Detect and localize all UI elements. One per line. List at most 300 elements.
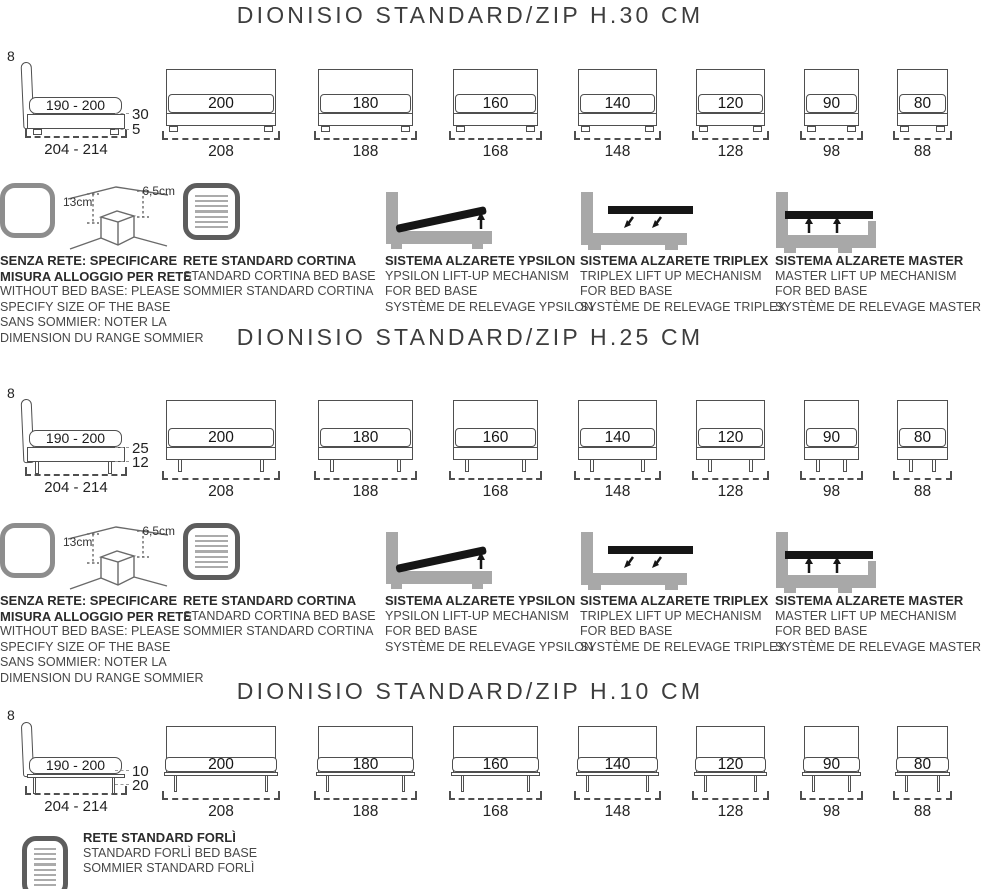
bed-foot	[936, 126, 945, 132]
legend-line: DIMENSION DU RANGE SOMMIER	[0, 670, 204, 685]
headboard-shape	[166, 726, 276, 776]
headboard-shape	[166, 400, 276, 460]
legend-item	[0, 523, 204, 686]
legend-line: TRIPLEX LIFT UP MECHANISM	[580, 608, 762, 623]
bed-front-diagram	[453, 726, 538, 821]
bed-front-diagram	[318, 400, 413, 501]
legend-line: STANDARD FORLÌ BED BASE	[83, 845, 258, 860]
mattress-width-label: 80	[899, 428, 946, 447]
dimension-tick	[115, 767, 129, 771]
legend-line: SYSTÈME DE RELEVAGE YPSILON	[385, 639, 593, 654]
bed-base-shape	[166, 447, 276, 460]
slat	[195, 545, 228, 547]
mattress-width-label: 80	[899, 94, 946, 113]
slat	[34, 879, 56, 881]
bed-foot	[753, 126, 762, 132]
legend-icon	[183, 183, 376, 253]
headboard-shape	[804, 69, 859, 126]
total-width-label: 168	[482, 143, 509, 160]
bed-leg	[260, 460, 264, 472]
legend-line: SANS SOMMIER: NOTER LA	[0, 655, 167, 669]
bed-leg	[397, 460, 401, 472]
dimension-line	[692, 473, 769, 480]
slat	[195, 561, 228, 563]
bed-foot	[900, 126, 909, 132]
total-width-label: 208	[208, 803, 234, 820]
side-view-diagram	[2, 385, 164, 503]
headboard-shape	[696, 69, 765, 126]
bed-base-shape	[804, 113, 859, 126]
legend-line: SPECIFY SIZE OF THE BASE	[0, 299, 171, 314]
bed-front-diagram	[578, 69, 657, 161]
diagram-row-h30	[0, 48, 1000, 166]
legend-title: RETE STANDARD FORLÌ	[83, 830, 236, 845]
slat	[195, 550, 228, 552]
dimension-line	[893, 793, 952, 800]
diagram-row-h25	[0, 385, 1000, 503]
bed-front-diagram	[804, 400, 859, 501]
bed-base-shape	[578, 113, 657, 126]
bed-leg	[265, 776, 268, 792]
legend-title: RETE STANDARD CORTINA	[183, 593, 357, 608]
legend-line: STANDARD CORTINA BED BASE	[183, 608, 376, 623]
mattress-width-label: 160	[455, 428, 536, 447]
headboard-thickness-label: 8	[7, 707, 15, 723]
height-label-a: 30	[132, 106, 149, 123]
legend-line: SYSTÈME DE RELEVAGE YPSILON	[385, 299, 593, 314]
legend-line: DIMENSION DU RANGE SOMMIER	[0, 330, 204, 345]
down-arrow-icon	[652, 217, 661, 228]
legend-line: YPSILON LIFT-UP MECHANISM	[385, 608, 569, 623]
bed-front-diagram	[696, 726, 765, 821]
bed-base-shape	[453, 447, 538, 460]
legend-line: FOR BED BASE	[775, 624, 868, 638]
bed-under	[897, 126, 948, 132]
legend-line: SYSTÈME DE RELEVAGE MASTER	[775, 299, 982, 314]
master-lift-icon	[775, 531, 890, 593]
slat	[195, 566, 228, 568]
dimension-tick	[115, 126, 129, 130]
dimension-line	[162, 473, 280, 480]
slat	[34, 853, 56, 855]
total-width-label: 88	[913, 803, 932, 820]
bed-base-shape	[318, 447, 413, 460]
up-arrow-icon	[833, 217, 841, 233]
bed-leg	[812, 776, 815, 792]
bed-front-diagram	[696, 400, 765, 501]
legend-line: YPSILON LIFT-UP MECHANISM	[385, 268, 569, 283]
mattress-width-label: 80	[896, 757, 949, 772]
down-arrow-icon	[624, 557, 633, 568]
legend-text	[385, 593, 593, 655]
bed-base-shape	[453, 113, 538, 126]
dimension-line	[800, 133, 863, 140]
bed-under	[453, 460, 538, 472]
mattress-width-label: 200	[165, 757, 277, 772]
up-arrow-icon	[805, 557, 813, 573]
total-width-label: 88	[913, 143, 932, 160]
bed-front-diagram	[804, 69, 859, 161]
mattress-width-label: 120	[698, 94, 763, 113]
bed-foot	[645, 126, 654, 132]
slats-bed-base-icon	[22, 836, 68, 889]
bed-leg	[937, 776, 940, 792]
bed-front-diagram	[578, 726, 657, 821]
legend-line: SOMMIER STANDARD FORLÌ	[83, 861, 255, 875]
legend-icon	[775, 183, 981, 253]
slat	[195, 205, 228, 207]
dimension-line	[25, 131, 127, 138]
dimension-tick	[115, 110, 129, 114]
bed-under	[696, 126, 765, 132]
dimension-line	[314, 793, 417, 800]
legend-item	[580, 523, 786, 655]
section-title-h30: DIONISIO STANDARD/ZIP H.30 CM	[236, 2, 704, 28]
down-arrow-icon	[652, 557, 661, 568]
dimension-line	[893, 133, 952, 140]
slat	[34, 884, 56, 886]
legend-item	[385, 523, 593, 655]
no-bed-base-icon	[0, 183, 55, 238]
legend-line: STANDARD CORTINA BED BASE	[183, 268, 376, 283]
dimension-line	[574, 133, 661, 140]
legend-item	[385, 183, 593, 315]
legend-text	[0, 593, 204, 686]
legend-line: FOR BED BASE	[775, 284, 868, 298]
headboard-shape	[696, 400, 765, 460]
mattress-width-label: 90	[806, 428, 857, 447]
dimension-line	[574, 473, 661, 480]
mattress-width-label: 160	[455, 94, 536, 113]
legend-line: SYSTÈME DE RELEVAGE MASTER	[775, 639, 982, 654]
triplex-lift-icon	[580, 191, 695, 251]
bed-leg	[641, 460, 645, 472]
mattress-width-label: 90	[803, 757, 860, 772]
bed-under	[578, 776, 657, 792]
legend-text	[775, 593, 981, 655]
bed-front-diagram	[166, 69, 276, 161]
legend-title: SISTEMA ALZARETE TRIPLEX	[580, 253, 769, 268]
bed-leg	[178, 460, 182, 472]
corner-dimension-diagram	[63, 183, 175, 253]
bed-leg	[527, 776, 530, 792]
headboard-shape	[804, 726, 859, 776]
bed-under	[804, 460, 859, 472]
slat	[34, 874, 56, 876]
height-label-b: 5	[132, 121, 141, 138]
legend-title: SENZA RETE: SPECIFICARE	[0, 253, 178, 268]
total-width-label: 168	[482, 483, 509, 500]
headboard-shape	[578, 69, 657, 126]
corner-dimension-diagram	[63, 523, 175, 593]
headboard-shape	[318, 400, 413, 460]
total-width-label: 148	[604, 803, 631, 820]
height-label-a: 25	[132, 440, 149, 457]
bed-under	[696, 460, 765, 472]
dimension-line	[449, 133, 542, 140]
slat	[195, 216, 228, 218]
slat	[34, 863, 56, 865]
bed-under	[166, 126, 276, 132]
legend-icon	[0, 523, 204, 593]
bed-foot	[526, 126, 535, 132]
bed-under	[318, 460, 413, 472]
headboard-shape	[897, 400, 948, 460]
height-label-b: 20	[132, 777, 149, 794]
legend-text	[183, 593, 376, 640]
bed-under	[318, 776, 413, 792]
total-width-label: 148	[604, 483, 631, 500]
bed-front-diagram	[166, 400, 276, 501]
bed-leg	[326, 776, 329, 792]
legend-icon	[385, 523, 593, 593]
total-width-label: 208	[208, 143, 234, 160]
total-width-label: 168	[482, 803, 509, 820]
headboard-shape	[453, 726, 538, 776]
headboard-shape	[166, 69, 276, 126]
mattress-width-label: 160	[452, 757, 539, 772]
bed-under	[696, 776, 765, 792]
slat	[34, 858, 56, 860]
bed-leg	[816, 460, 820, 472]
legend-title: SISTEMA ALZARETE YPSILON	[385, 593, 576, 608]
headboard-shape	[696, 726, 765, 776]
bed-leg	[932, 460, 936, 472]
dimension-line	[314, 473, 417, 480]
dimension-line	[449, 473, 542, 480]
dimension-tick	[115, 458, 129, 462]
bed-front-diagram	[804, 726, 859, 821]
legend-text	[580, 593, 786, 655]
bed-front-diagram	[318, 726, 413, 821]
bed-under	[578, 126, 657, 132]
bed-front-diagram	[453, 69, 538, 161]
ypsilon-lift-icon	[385, 191, 500, 251]
mattress-width-label: 140	[580, 428, 655, 447]
legend-line: FOR BED BASE	[580, 284, 673, 298]
legend-title: SISTEMA ALZARETE TRIPLEX	[580, 593, 769, 608]
bed-under	[578, 460, 657, 472]
bed-base-shape	[804, 447, 859, 460]
legend-line: FOR BED BASE	[385, 284, 478, 298]
dimension-line	[800, 793, 863, 800]
bed-leg	[330, 460, 334, 472]
slats-bed-base-icon	[183, 183, 240, 240]
section-title-h25: DIONISIO STANDARD/ZIP H.25 CM	[236, 324, 704, 350]
bed-front-diagram	[897, 400, 948, 501]
dimension-line	[692, 793, 769, 800]
bed-front-diagram	[578, 400, 657, 501]
bed-foot	[169, 126, 178, 132]
bed-under	[453, 776, 538, 792]
corner-width-label: 6,5cm	[142, 524, 175, 538]
bed-front-diagram	[318, 69, 413, 161]
headboard-shape	[804, 400, 859, 460]
headboard-shape	[578, 400, 657, 460]
legend-item	[183, 183, 376, 300]
mattress-width-label: 200	[168, 94, 274, 113]
bed-base-shape	[897, 113, 948, 126]
legend-text	[385, 253, 593, 315]
bed-under	[897, 776, 948, 792]
legend-title: RETE STANDARD CORTINA	[183, 253, 357, 268]
mattress-length-label: 190 - 200	[29, 97, 122, 114]
section-title-h10: DIONISIO STANDARD/ZIP H.10 CM	[236, 678, 704, 704]
bed-leg	[708, 460, 712, 472]
bed-leg	[749, 460, 753, 472]
bed-base-shape	[27, 774, 125, 778]
side-view-diagram	[2, 703, 164, 821]
bed-under	[804, 776, 859, 792]
legend-text	[183, 253, 376, 300]
total-width-label: 98	[822, 803, 841, 820]
bed-base-shape	[696, 113, 765, 126]
bed-base-shape	[27, 114, 125, 129]
headboard-shape	[318, 69, 413, 126]
legend-item	[775, 523, 981, 655]
total-width-label: 148	[604, 143, 631, 160]
down-arrow-icon	[624, 217, 633, 228]
dimension-line	[314, 133, 417, 140]
total-width-label: 188	[352, 803, 379, 820]
legend-title: MISURA ALLOGGIO PER RETE	[0, 608, 192, 624]
headboard-shape	[318, 726, 413, 776]
dimension-tick	[115, 781, 129, 785]
total-length-label: 204 - 214	[44, 479, 108, 496]
legend-line: SYSTÈME DE RELEVAGE TRIPLEX	[580, 299, 786, 314]
bed-leg	[843, 460, 847, 472]
bed-leg	[461, 776, 464, 792]
bed-leg	[590, 460, 594, 472]
legend-row-h25	[0, 523, 1000, 685]
bed-foot	[264, 126, 273, 132]
total-width-label: 128	[717, 143, 744, 160]
legend-line: WITHOUT BED BASE: PLEASE	[0, 284, 180, 298]
bed-under	[166, 776, 276, 792]
legend-item	[0, 183, 204, 346]
mattress-width-label: 200	[168, 428, 274, 447]
legend-line: MASTER LIFT UP MECHANISM	[775, 608, 957, 623]
slat	[34, 869, 56, 871]
legend-icon	[775, 523, 981, 593]
mattress-length-label: 190 - 200	[29, 757, 122, 774]
corner-height-label: 13cm	[63, 195, 93, 209]
mattress-width-label: 120	[698, 428, 763, 447]
up-arrow-icon	[833, 557, 841, 573]
diagram-row-h10	[0, 703, 1000, 821]
bed-front-diagram	[897, 726, 948, 821]
bed-leg	[174, 776, 177, 792]
legend-text	[580, 253, 786, 315]
bed-front-diagram	[897, 69, 948, 161]
bed-base-shape	[27, 447, 125, 462]
total-width-label: 98	[822, 483, 841, 500]
legend-item	[183, 523, 376, 640]
bed-leg	[704, 776, 707, 792]
bed-leg	[402, 776, 405, 792]
slat	[195, 200, 228, 202]
legend-line: SYSTÈME DE RELEVAGE TRIPLEX	[580, 639, 786, 654]
legend-line: SPECIFY SIZE OF THE BASE	[0, 639, 171, 654]
bed-leg	[905, 776, 908, 792]
headboard-shape	[453, 69, 538, 126]
bed-foot	[807, 126, 816, 132]
dimension-line	[692, 133, 769, 140]
headboard-thickness-label: 8	[7, 48, 15, 64]
total-width-label: 188	[352, 483, 379, 500]
triplex-lift-icon	[580, 531, 695, 591]
bed-front-diagram	[453, 400, 538, 501]
total-width-label: 208	[208, 483, 234, 500]
legend-title: MISURA ALLOGGIO PER RETE	[0, 268, 192, 284]
total-width-label: 188	[352, 143, 379, 160]
height-label-b: 12	[132, 454, 149, 471]
legend-line: MASTER LIFT UP MECHANISM	[775, 268, 957, 283]
legend-line: WITHOUT BED BASE: PLEASE	[0, 624, 180, 638]
legend-line: FOR BED BASE	[385, 624, 478, 638]
legend-icon	[580, 523, 786, 593]
up-arrow-icon	[805, 217, 813, 233]
dimension-line	[893, 473, 952, 480]
dimension-tick	[115, 444, 129, 448]
legend-title: SISTEMA ALZARETE YPSILON	[385, 253, 576, 268]
dimension-line	[162, 793, 280, 800]
mattress-width-label: 140	[580, 94, 655, 113]
legend-title: SENZA RETE: SPECIFICARE	[0, 593, 178, 608]
slat	[34, 848, 56, 850]
bed-leg	[646, 776, 649, 792]
slat	[195, 210, 228, 212]
ypsilon-lift-icon	[385, 531, 500, 591]
headboard-thickness-label: 8	[7, 385, 15, 401]
slat	[195, 556, 228, 558]
bed-base-shape	[166, 113, 276, 126]
legend-icon	[580, 183, 786, 253]
bed-foot	[321, 126, 330, 132]
slat	[195, 540, 228, 542]
dimension-line	[25, 469, 127, 476]
bed-foot	[401, 126, 410, 132]
headboard-shape	[897, 69, 948, 126]
legend-line: SOMMIER STANDARD CORTINA	[183, 284, 374, 298]
bed-leg	[848, 776, 851, 792]
legend-line: FOR BED BASE	[580, 624, 673, 638]
mattress-width-label: 120	[695, 757, 766, 772]
mattress-width-label: 180	[320, 428, 411, 447]
bed-under	[318, 126, 413, 132]
bed-leg	[465, 460, 469, 472]
mattress-width-label: 180	[320, 94, 411, 113]
slats-bed-base-icon	[183, 523, 240, 580]
dimension-line	[574, 793, 661, 800]
bed-base-shape	[318, 113, 413, 126]
mattress-width-label: 180	[317, 757, 414, 772]
headboard-shape	[578, 726, 657, 776]
no-bed-base-icon	[0, 523, 55, 578]
bed-front-diagram	[166, 726, 276, 821]
legend-icon	[385, 183, 593, 253]
total-width-label: 98	[822, 143, 841, 160]
corner-height-label: 13cm	[63, 535, 93, 549]
legend-icon	[0, 183, 204, 253]
bed-leg	[522, 460, 526, 472]
corner-width-label: 6,5cm	[142, 184, 175, 198]
bed-under	[897, 460, 948, 472]
bed-under	[166, 460, 276, 472]
bed-leg	[909, 460, 913, 472]
master-lift-icon	[775, 191, 890, 253]
dimension-line	[25, 788, 127, 795]
